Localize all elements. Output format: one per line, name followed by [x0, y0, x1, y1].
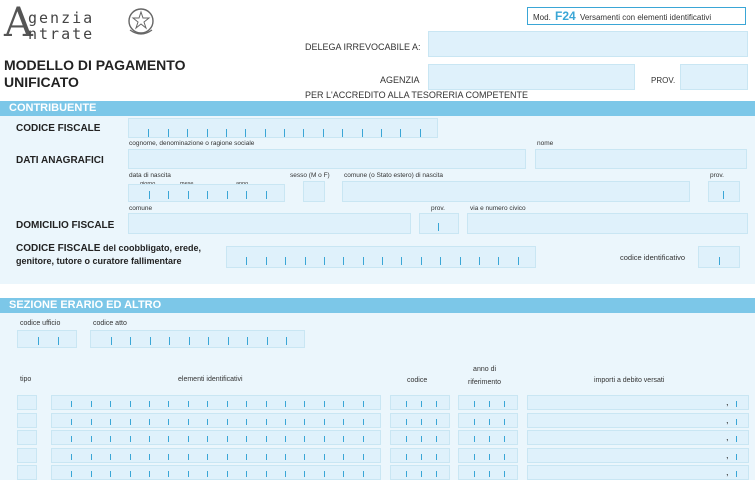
cell-divider — [91, 419, 92, 425]
cell-divider — [284, 129, 285, 137]
cell-divider — [421, 257, 422, 265]
elementi-field[interactable] — [51, 465, 381, 480]
cell-divider — [168, 454, 169, 460]
cell-divider — [246, 257, 247, 265]
cell-divider — [304, 419, 305, 425]
cell-divider — [489, 454, 490, 460]
prov-nascita-label: prov. — [710, 172, 724, 179]
cell-divider — [110, 471, 111, 477]
cell-divider — [401, 257, 402, 265]
cell-divider — [227, 436, 228, 442]
cell-divider — [436, 454, 437, 460]
cell-divider — [440, 257, 441, 265]
emblem-icon — [126, 6, 156, 38]
col-importi: importi a debito versati — [594, 377, 665, 384]
cell-divider — [324, 401, 325, 407]
cell-divider — [207, 454, 208, 460]
cell-divider — [285, 257, 286, 265]
cell-divider — [304, 454, 305, 460]
cell-divider — [207, 419, 208, 425]
cell-divider — [343, 471, 344, 477]
cell-divider — [421, 436, 422, 442]
cf-coobbligato-bold: CODICE FISCALE — [16, 243, 101, 254]
cell-divider — [489, 401, 490, 407]
cf-coobbligato-rest: del coobbligato, erede, — [100, 243, 201, 253]
cell-divider — [188, 436, 189, 442]
erario-header: SEZIONE ERARIO ED ALTRO — [0, 298, 755, 313]
cell-divider — [266, 454, 267, 460]
cell-divider — [504, 471, 505, 477]
codice-identificativo-label: codice identificativo — [620, 253, 686, 262]
logo-line1: genzia — [28, 9, 95, 27]
decimal-separator: , — [726, 397, 729, 407]
contribuente-header: CONTRIBUENTE — [0, 101, 755, 116]
tipo-field[interactable] — [17, 395, 37, 410]
cell-divider — [208, 337, 209, 345]
cell-divider — [245, 129, 246, 137]
cell-divider — [207, 191, 208, 199]
cognome-label: cognome, denominazione o ragione sociale — [129, 140, 255, 147]
cell-divider — [474, 401, 475, 407]
cell-divider — [207, 436, 208, 442]
cell-divider — [343, 257, 344, 265]
cell-divider — [421, 454, 422, 460]
via-label: via e numero civico — [470, 205, 526, 212]
elementi-field[interactable] — [51, 448, 381, 463]
cell-divider — [504, 401, 505, 407]
tipo-field[interactable] — [17, 465, 37, 480]
cell-divider — [474, 454, 475, 460]
cell-divider — [518, 257, 519, 265]
cell-divider — [266, 257, 267, 265]
cell-divider — [110, 454, 111, 460]
codice-fiscale-field[interactable] — [128, 118, 438, 138]
data-nascita-label: data di nascita — [129, 172, 171, 179]
cell-divider — [363, 454, 364, 460]
cell-divider — [188, 454, 189, 460]
codice-field[interactable] — [390, 430, 450, 445]
domicilio-fiscale-label: DOMICILIO FISCALE — [16, 220, 115, 231]
cell-divider — [110, 419, 111, 425]
cell-divider — [187, 129, 188, 137]
codice-identificativo-field[interactable] — [698, 246, 740, 268]
cell-divider — [130, 401, 131, 407]
cf-coobbligato-label — [16, 242, 201, 267]
accredito-label: PER L'ACCREDITO ALLA TESORERIA COMPETENTE — [305, 90, 528, 100]
cell-divider — [324, 471, 325, 477]
cell-divider — [504, 419, 505, 425]
cell-divider — [130, 436, 131, 442]
cell-divider — [246, 419, 247, 425]
mod-code: F24 — [555, 9, 576, 23]
cell-divider — [343, 401, 344, 407]
anno-field[interactable] — [458, 465, 518, 480]
cell-divider — [130, 337, 131, 345]
cell-divider — [71, 419, 72, 425]
codice-ufficio-label: codice ufficio — [20, 320, 61, 327]
cell-divider — [246, 401, 247, 407]
cell-divider — [406, 454, 407, 460]
cognome-field[interactable] — [128, 149, 526, 169]
cell-divider — [460, 257, 461, 265]
anno-field[interactable] — [458, 395, 518, 410]
col-anno — [468, 363, 501, 389]
prov-nascita-field[interactable] — [708, 181, 740, 202]
comune-label: comune — [129, 205, 153, 212]
codice-fiscale-label: CODICE FISCALE — [16, 123, 101, 134]
cell-divider — [246, 436, 247, 442]
cell-divider — [323, 129, 324, 137]
cell-divider — [504, 436, 505, 442]
comune-field[interactable] — [128, 213, 411, 234]
cell-divider — [169, 337, 170, 345]
agenzia-entrate-logo — [4, 0, 164, 46]
cell-divider — [285, 436, 286, 442]
cell-divider — [188, 471, 189, 477]
codice-field[interactable] — [390, 395, 450, 410]
col-codice: codice — [407, 377, 428, 384]
cell-divider — [130, 454, 131, 460]
cell-divider — [168, 129, 169, 137]
cell-divider — [304, 471, 305, 477]
cell-divider — [736, 436, 737, 442]
cell-divider — [188, 401, 189, 407]
delega-label: DELEGA IRREVOCABILE A: — [305, 42, 421, 52]
sesso-field[interactable] — [303, 181, 325, 202]
cell-divider — [149, 471, 150, 477]
cell-divider — [489, 419, 490, 425]
logo-letter: A — [4, 0, 33, 46]
cell-divider — [285, 471, 286, 477]
cell-divider — [149, 419, 150, 425]
cell-divider — [406, 401, 407, 407]
mod-description: Versamenti con elementi identificativi — [579, 13, 712, 22]
cell-divider — [266, 419, 267, 425]
prov-domicilio-field[interactable] — [419, 213, 459, 234]
cell-divider — [227, 191, 228, 199]
cell-divider — [504, 454, 505, 460]
cell-divider — [406, 471, 407, 477]
codice-field[interactable] — [390, 413, 450, 428]
cell-divider — [421, 401, 422, 407]
cell-divider — [489, 471, 490, 477]
cell-divider — [227, 419, 228, 425]
cell-divider — [285, 401, 286, 407]
anno-field[interactable] — [458, 448, 518, 463]
cell-divider — [91, 454, 92, 460]
codice-atto-field[interactable] — [90, 330, 305, 348]
tipo-field[interactable] — [17, 448, 37, 463]
cell-divider — [246, 191, 247, 199]
cell-divider — [363, 401, 364, 407]
cell-divider — [91, 436, 92, 442]
codice-field[interactable] — [390, 465, 450, 480]
cell-divider — [91, 401, 92, 407]
cell-divider — [363, 471, 364, 477]
comune-nascita-field[interactable] — [342, 181, 690, 202]
cell-divider — [285, 454, 286, 460]
cell-divider — [228, 337, 229, 345]
cf-coobbligato-field[interactable] — [226, 246, 536, 268]
cf-coobbligato-line2: genitore, tutore o curatore fallimentare — [16, 256, 182, 266]
cell-divider — [304, 436, 305, 442]
cell-divider — [474, 436, 475, 442]
cell-divider — [149, 191, 150, 199]
cell-divider — [207, 471, 208, 477]
cell-divider — [343, 454, 344, 460]
cell-divider — [71, 454, 72, 460]
delega-field[interactable] — [428, 31, 748, 57]
cell-divider — [227, 471, 228, 477]
importo-field[interactable] — [527, 413, 749, 428]
cell-divider — [266, 471, 267, 477]
agenzia-label: AGENZIA — [380, 75, 420, 85]
cell-divider — [110, 436, 111, 442]
cell-divider — [436, 436, 437, 442]
cell-divider — [266, 401, 267, 407]
cell-divider — [168, 401, 169, 407]
cell-divider — [168, 471, 169, 477]
cell-divider — [286, 337, 287, 345]
cell-divider — [168, 191, 169, 199]
cell-divider — [479, 257, 480, 265]
cell-divider — [71, 436, 72, 442]
cell-divider — [363, 257, 364, 265]
cell-divider — [168, 419, 169, 425]
codice-field[interactable] — [390, 448, 450, 463]
mod-label: Mod. — [533, 13, 551, 22]
importo-field[interactable] — [527, 395, 749, 410]
cell-divider — [421, 419, 422, 425]
cell-divider — [189, 337, 190, 345]
cell-divider — [324, 257, 325, 265]
cell-divider — [736, 471, 737, 477]
cell-divider — [266, 191, 267, 199]
cell-divider — [420, 129, 421, 137]
codice-ufficio-field[interactable] — [17, 330, 77, 348]
prov-field[interactable] — [680, 64, 748, 90]
model-badge — [527, 7, 746, 25]
importo-field[interactable] — [527, 465, 749, 480]
cell-divider — [382, 257, 383, 265]
cell-divider — [304, 401, 305, 407]
cell-divider — [285, 419, 286, 425]
cell-divider — [342, 129, 343, 137]
cell-divider — [406, 419, 407, 425]
cell-divider — [436, 471, 437, 477]
cell-divider — [324, 419, 325, 425]
cell-divider — [363, 419, 364, 425]
cell-divider — [436, 419, 437, 425]
cell-divider — [362, 129, 363, 137]
cell-divider — [188, 191, 189, 199]
cell-divider — [324, 436, 325, 442]
cell-divider — [130, 471, 131, 477]
importo-field[interactable] — [527, 448, 749, 463]
cell-divider — [736, 454, 737, 460]
comune-nascita-label: comune (o Stato estero) di nascita — [344, 172, 443, 179]
nome-field[interactable] — [535, 149, 747, 169]
cell-divider — [324, 454, 325, 460]
cell-divider — [207, 401, 208, 407]
col-tipo: tipo — [20, 376, 32, 383]
cell-divider — [188, 419, 189, 425]
elementi-field[interactable] — [51, 395, 381, 410]
cell-divider — [149, 401, 150, 407]
dati-anagrafici-label: DATI ANAGRAFICI — [16, 155, 104, 166]
cell-divider — [436, 401, 437, 407]
cell-divider — [489, 436, 490, 442]
col-anno-1: anno di — [473, 366, 497, 373]
tipo-field[interactable] — [17, 430, 37, 445]
title-line1: MODELLO DI PAGAMENTO — [4, 57, 186, 73]
cell-divider — [91, 471, 92, 477]
decimal-separator: , — [726, 432, 729, 442]
decimal-separator: , — [726, 414, 729, 425]
via-field[interactable] — [467, 213, 748, 234]
cell-divider — [111, 337, 112, 345]
cell-divider — [736, 419, 737, 425]
cell-divider — [168, 436, 169, 442]
cell-divider — [149, 454, 150, 460]
col-elementi: elementi identificativi — [178, 376, 243, 383]
cell-divider — [363, 436, 364, 442]
title-line2: UNIFICATO — [4, 74, 79, 90]
cell-divider — [246, 471, 247, 477]
cell-divider — [110, 401, 111, 407]
cell-divider — [207, 129, 208, 137]
cell-divider — [247, 337, 248, 345]
elementi-field[interactable] — [51, 430, 381, 445]
cell-divider — [421, 471, 422, 477]
prov-domicilio-label: prov. — [431, 205, 445, 212]
cell-divider — [148, 129, 149, 137]
cell-divider — [381, 129, 382, 137]
nome-label: nome — [537, 140, 554, 147]
tipo-field[interactable] — [17, 413, 37, 428]
cell-divider — [226, 129, 227, 137]
anno-field[interactable] — [458, 430, 518, 445]
cell-divider — [149, 436, 150, 442]
cell-divider — [303, 129, 304, 137]
cell-divider — [246, 454, 247, 460]
cell-divider — [474, 471, 475, 477]
anno-field[interactable] — [458, 413, 518, 428]
cell-divider — [71, 471, 72, 477]
cell-divider — [265, 129, 266, 137]
cell-divider — [266, 436, 267, 442]
decimal-separator: , — [726, 467, 729, 477]
page-title — [4, 57, 185, 91]
cell-divider — [227, 454, 228, 460]
cell-divider — [343, 419, 344, 425]
col-anno-2: riferimento — [468, 379, 502, 386]
cell-divider — [305, 257, 306, 265]
cell-divider — [227, 401, 228, 407]
cell-divider — [736, 401, 737, 407]
cell-divider — [130, 419, 131, 425]
agenzia-field[interactable] — [428, 64, 635, 90]
logo-line2: ntrate — [28, 25, 95, 43]
cell-divider — [406, 436, 407, 442]
decimal-separator: , — [726, 449, 729, 460]
sesso-label: sesso (M o F) — [290, 172, 330, 179]
cell-divider — [150, 337, 151, 345]
cell-divider — [343, 436, 344, 442]
data-nascita-field[interactable] — [128, 184, 285, 202]
cell-divider — [267, 337, 268, 345]
cell-divider — [71, 401, 72, 407]
cell-divider — [400, 129, 401, 137]
importo-field[interactable] — [527, 430, 749, 445]
cf-cells — [129, 119, 439, 139]
cell-divider — [498, 257, 499, 265]
codice-atto-label: codice atto — [93, 320, 127, 327]
elementi-field[interactable] — [51, 413, 381, 428]
prov-label: PROV. — [651, 76, 676, 85]
cell-divider — [474, 419, 475, 425]
